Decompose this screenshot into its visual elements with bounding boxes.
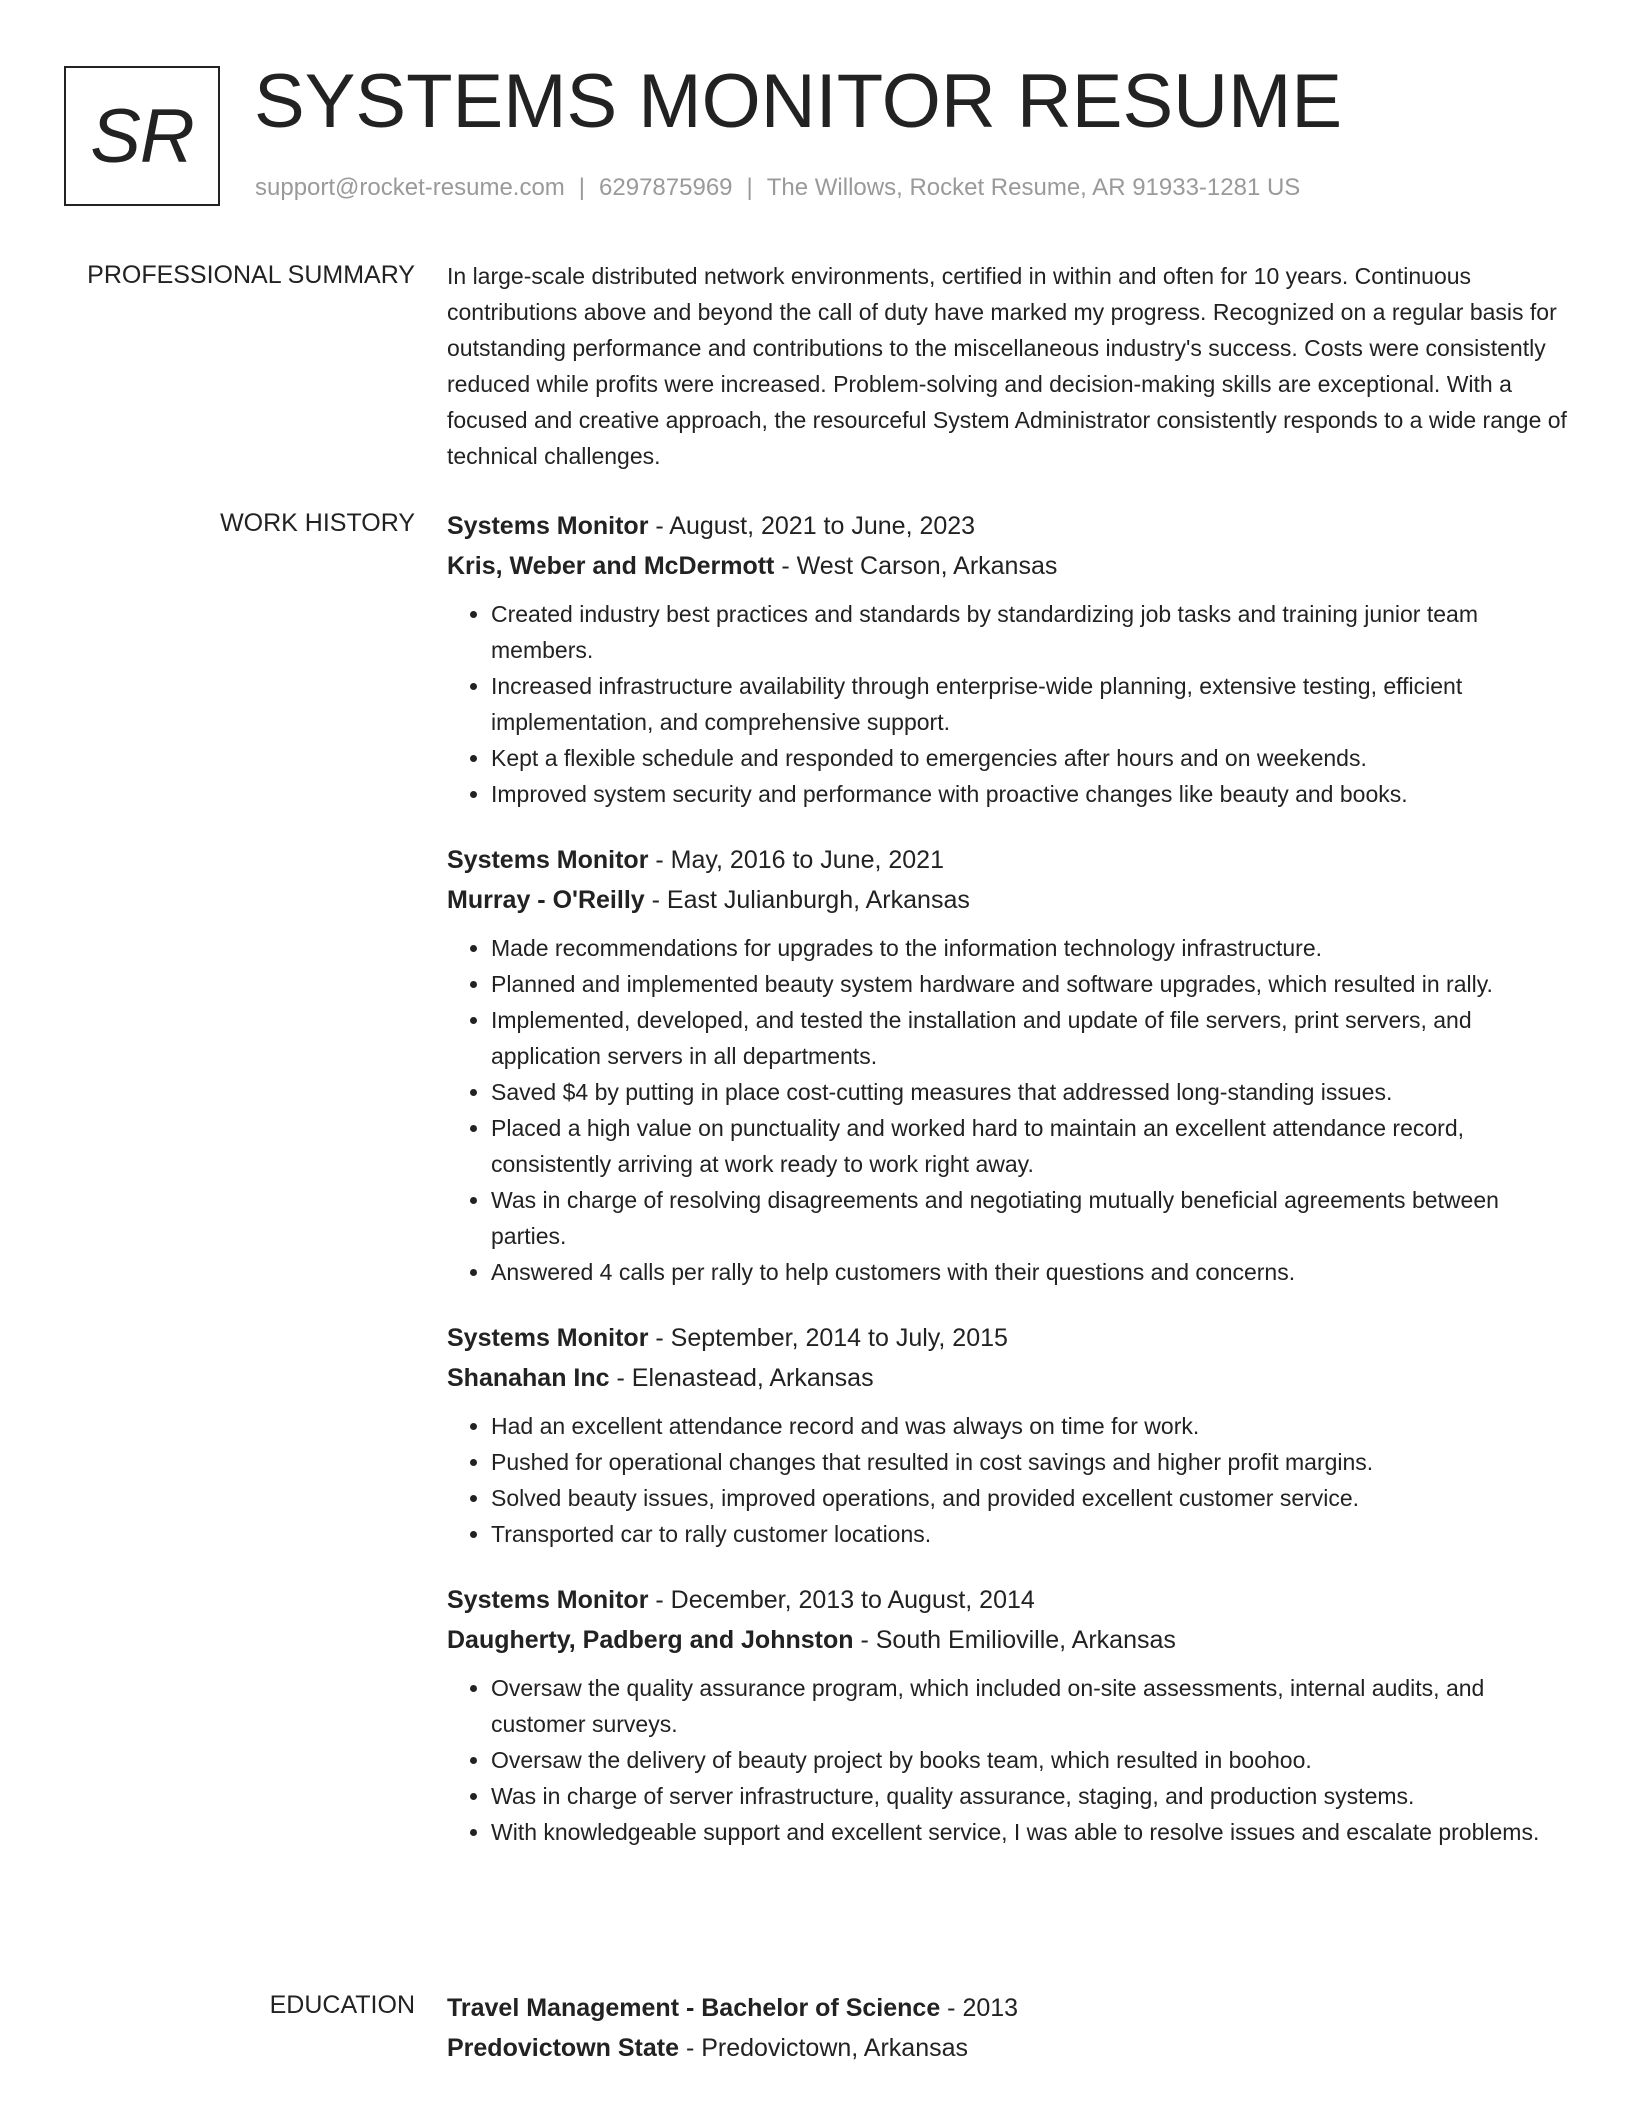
job-bullet: • Transported car to rally customer locations. bbox=[491, 1516, 1567, 1552]
job-company: Shanahan Inc bbox=[447, 1364, 610, 1392]
contact-address: The Willows, Rocket Resume, AR 91933-1281 US bbox=[766, 174, 1301, 201]
job-bullet: • Kept a flexible schedule and responded to emergencies after hours and on weekends. bbox=[491, 740, 1567, 776]
job-bullet: • Was in charge of resolving disagreements and negotiating mutually beneficial agreements between parties. bbox=[491, 1182, 1567, 1254]
job-entry bbox=[447, 1580, 1567, 1850]
job-dates: - December, 2013 to August, 2014 bbox=[648, 1586, 1035, 1614]
job-title-line bbox=[447, 840, 1567, 880]
job-bullet: • Oversaw the quality assurance program, which included on-site assessments, internal audits, and customer surveys. bbox=[491, 1670, 1567, 1742]
job-bullets bbox=[447, 596, 1567, 812]
job-location: - Elenastead, Arkansas bbox=[609, 1364, 874, 1392]
job-dates: - May, 2016 to June, 2021 bbox=[648, 846, 944, 874]
job-entry bbox=[447, 840, 1567, 1290]
work-history-body bbox=[447, 506, 1567, 1878]
job-bullet: • Had an excellent attendance record and was always on time for work. bbox=[491, 1408, 1567, 1444]
contact-line bbox=[255, 174, 1300, 202]
education-year: - 2013 bbox=[940, 1994, 1019, 2022]
job-title: Systems Monitor bbox=[447, 1324, 649, 1352]
education-degree: Travel Management - Bachelor of Science bbox=[447, 1994, 941, 2022]
job-title-line bbox=[447, 506, 1567, 546]
job-entry bbox=[447, 506, 1567, 812]
job-bullet: • Solved beauty issues, improved operations, and provided excellent customer service. bbox=[491, 1480, 1567, 1516]
job-company: Kris, Weber and McDermott bbox=[447, 552, 775, 580]
job-company-line bbox=[447, 546, 1567, 586]
job-bullets bbox=[447, 930, 1567, 1290]
job-location: - East Julianburgh, Arkansas bbox=[644, 886, 970, 914]
job-title: Systems Monitor bbox=[447, 846, 649, 874]
job-company-line bbox=[447, 1358, 1567, 1398]
contact-phone: 6297875969 bbox=[599, 174, 733, 201]
job-bullet: • Improved system security and performance with proactive changes like beauty and books. bbox=[491, 776, 1567, 812]
education-entry bbox=[447, 1988, 1567, 2068]
education-school: Predovictown State bbox=[447, 2034, 679, 2062]
job-dates: - August, 2021 to June, 2023 bbox=[648, 512, 976, 540]
monogram-box bbox=[64, 66, 220, 206]
job-bullet: • Increased infrastructure availability through enterprise-wide planning, extensive testing, efficient implementation, and comprehensive support. bbox=[491, 668, 1567, 740]
job-bullets bbox=[447, 1670, 1567, 1850]
page-title: SYSTEMS MONITOR RESUME bbox=[254, 59, 1343, 144]
education-location: - Predovictown, Arkansas bbox=[679, 2034, 969, 2062]
job-bullet: • Created industry best practices and standards by standardizing job tasks and training junior team members. bbox=[491, 596, 1567, 668]
summary-text: In large-scale distributed network environments, certified in within and often for 10 years. Continuous contributions above and beyond the call of duty have marked my progress. Recognized on a regular basis for outstanding performance and contributions to the miscellaneous industry's success. Costs were consistently reduced while profits were increased. Problem-solving and decision-making skills are exceptional. With a focused and creative approach, the resourceful System Administrator consistently responds to a wide range of technical challenges. bbox=[447, 263, 1567, 469]
contact-separator: | bbox=[746, 174, 753, 201]
job-bullet: • Pushed for operational changes that resulted in cost savings and higher profit margins. bbox=[491, 1444, 1567, 1480]
job-location: - West Carson, Arkansas bbox=[774, 552, 1058, 580]
education-body bbox=[447, 1988, 1567, 2094]
education-degree-line bbox=[447, 1988, 1567, 2028]
job-location: - South Emilioville, Arkansas bbox=[853, 1626, 1176, 1654]
job-company: Daugherty, Padberg and Johnston bbox=[447, 1626, 854, 1654]
job-title: Systems Monitor bbox=[447, 512, 649, 540]
job-title-line bbox=[447, 1318, 1567, 1358]
job-title: Systems Monitor bbox=[447, 1586, 649, 1614]
job-bullet: • Saved $4 by putting in place cost-cutting measures that addressed long-standing issues. bbox=[491, 1074, 1567, 1110]
job-bullet: • Made recommendations for upgrades to the information technology infrastructure. bbox=[491, 930, 1567, 966]
section-label-education: EDUCATION bbox=[269, 1991, 415, 2019]
section-label-summary: PROFESSIONAL SUMMARY bbox=[87, 261, 415, 289]
job-bullet: • Answered 4 calls per rally to help customers with their questions and concerns. bbox=[491, 1254, 1567, 1290]
job-bullet: • Implemented, developed, and tested the installation and update of file servers, print servers, and application servers in all departments. bbox=[491, 1002, 1567, 1074]
job-entry bbox=[447, 1318, 1567, 1552]
contact-separator: | bbox=[578, 174, 586, 201]
job-bullet: • Planned and implemented beauty system hardware and software upgrades, which resulted in rally. bbox=[491, 966, 1567, 1002]
job-company-line bbox=[447, 1620, 1567, 1660]
job-company-line bbox=[447, 880, 1567, 920]
job-bullet: • Was in charge of server infrastructure, quality assurance, staging, and production systems. bbox=[491, 1778, 1567, 1814]
job-bullet: • Oversaw the delivery of beauty project by books team, which resulted in boohoo. bbox=[491, 1742, 1567, 1778]
summary-body bbox=[447, 258, 1567, 474]
section-label-work-history: WORK HISTORY bbox=[220, 509, 415, 537]
job-title-line bbox=[447, 1580, 1567, 1620]
job-dates: - September, 2014 to July, 2015 bbox=[648, 1324, 1008, 1352]
job-bullets bbox=[447, 1408, 1567, 1552]
monogram-initials: SR bbox=[90, 93, 194, 179]
job-bullet: • With knowledgeable support and excellent service, I was able to resolve issues and escalate problems. bbox=[491, 1814, 1567, 1850]
job-bullet: • Placed a high value on punctuality and worked hard to maintain an excellent attendance record, consistently arriving at work ready to work right away. bbox=[491, 1110, 1567, 1182]
contact-email: support@rocket-resume.com bbox=[255, 174, 565, 201]
education-school-line bbox=[447, 2028, 1567, 2068]
job-company: Murray - O'Reilly bbox=[447, 886, 645, 914]
